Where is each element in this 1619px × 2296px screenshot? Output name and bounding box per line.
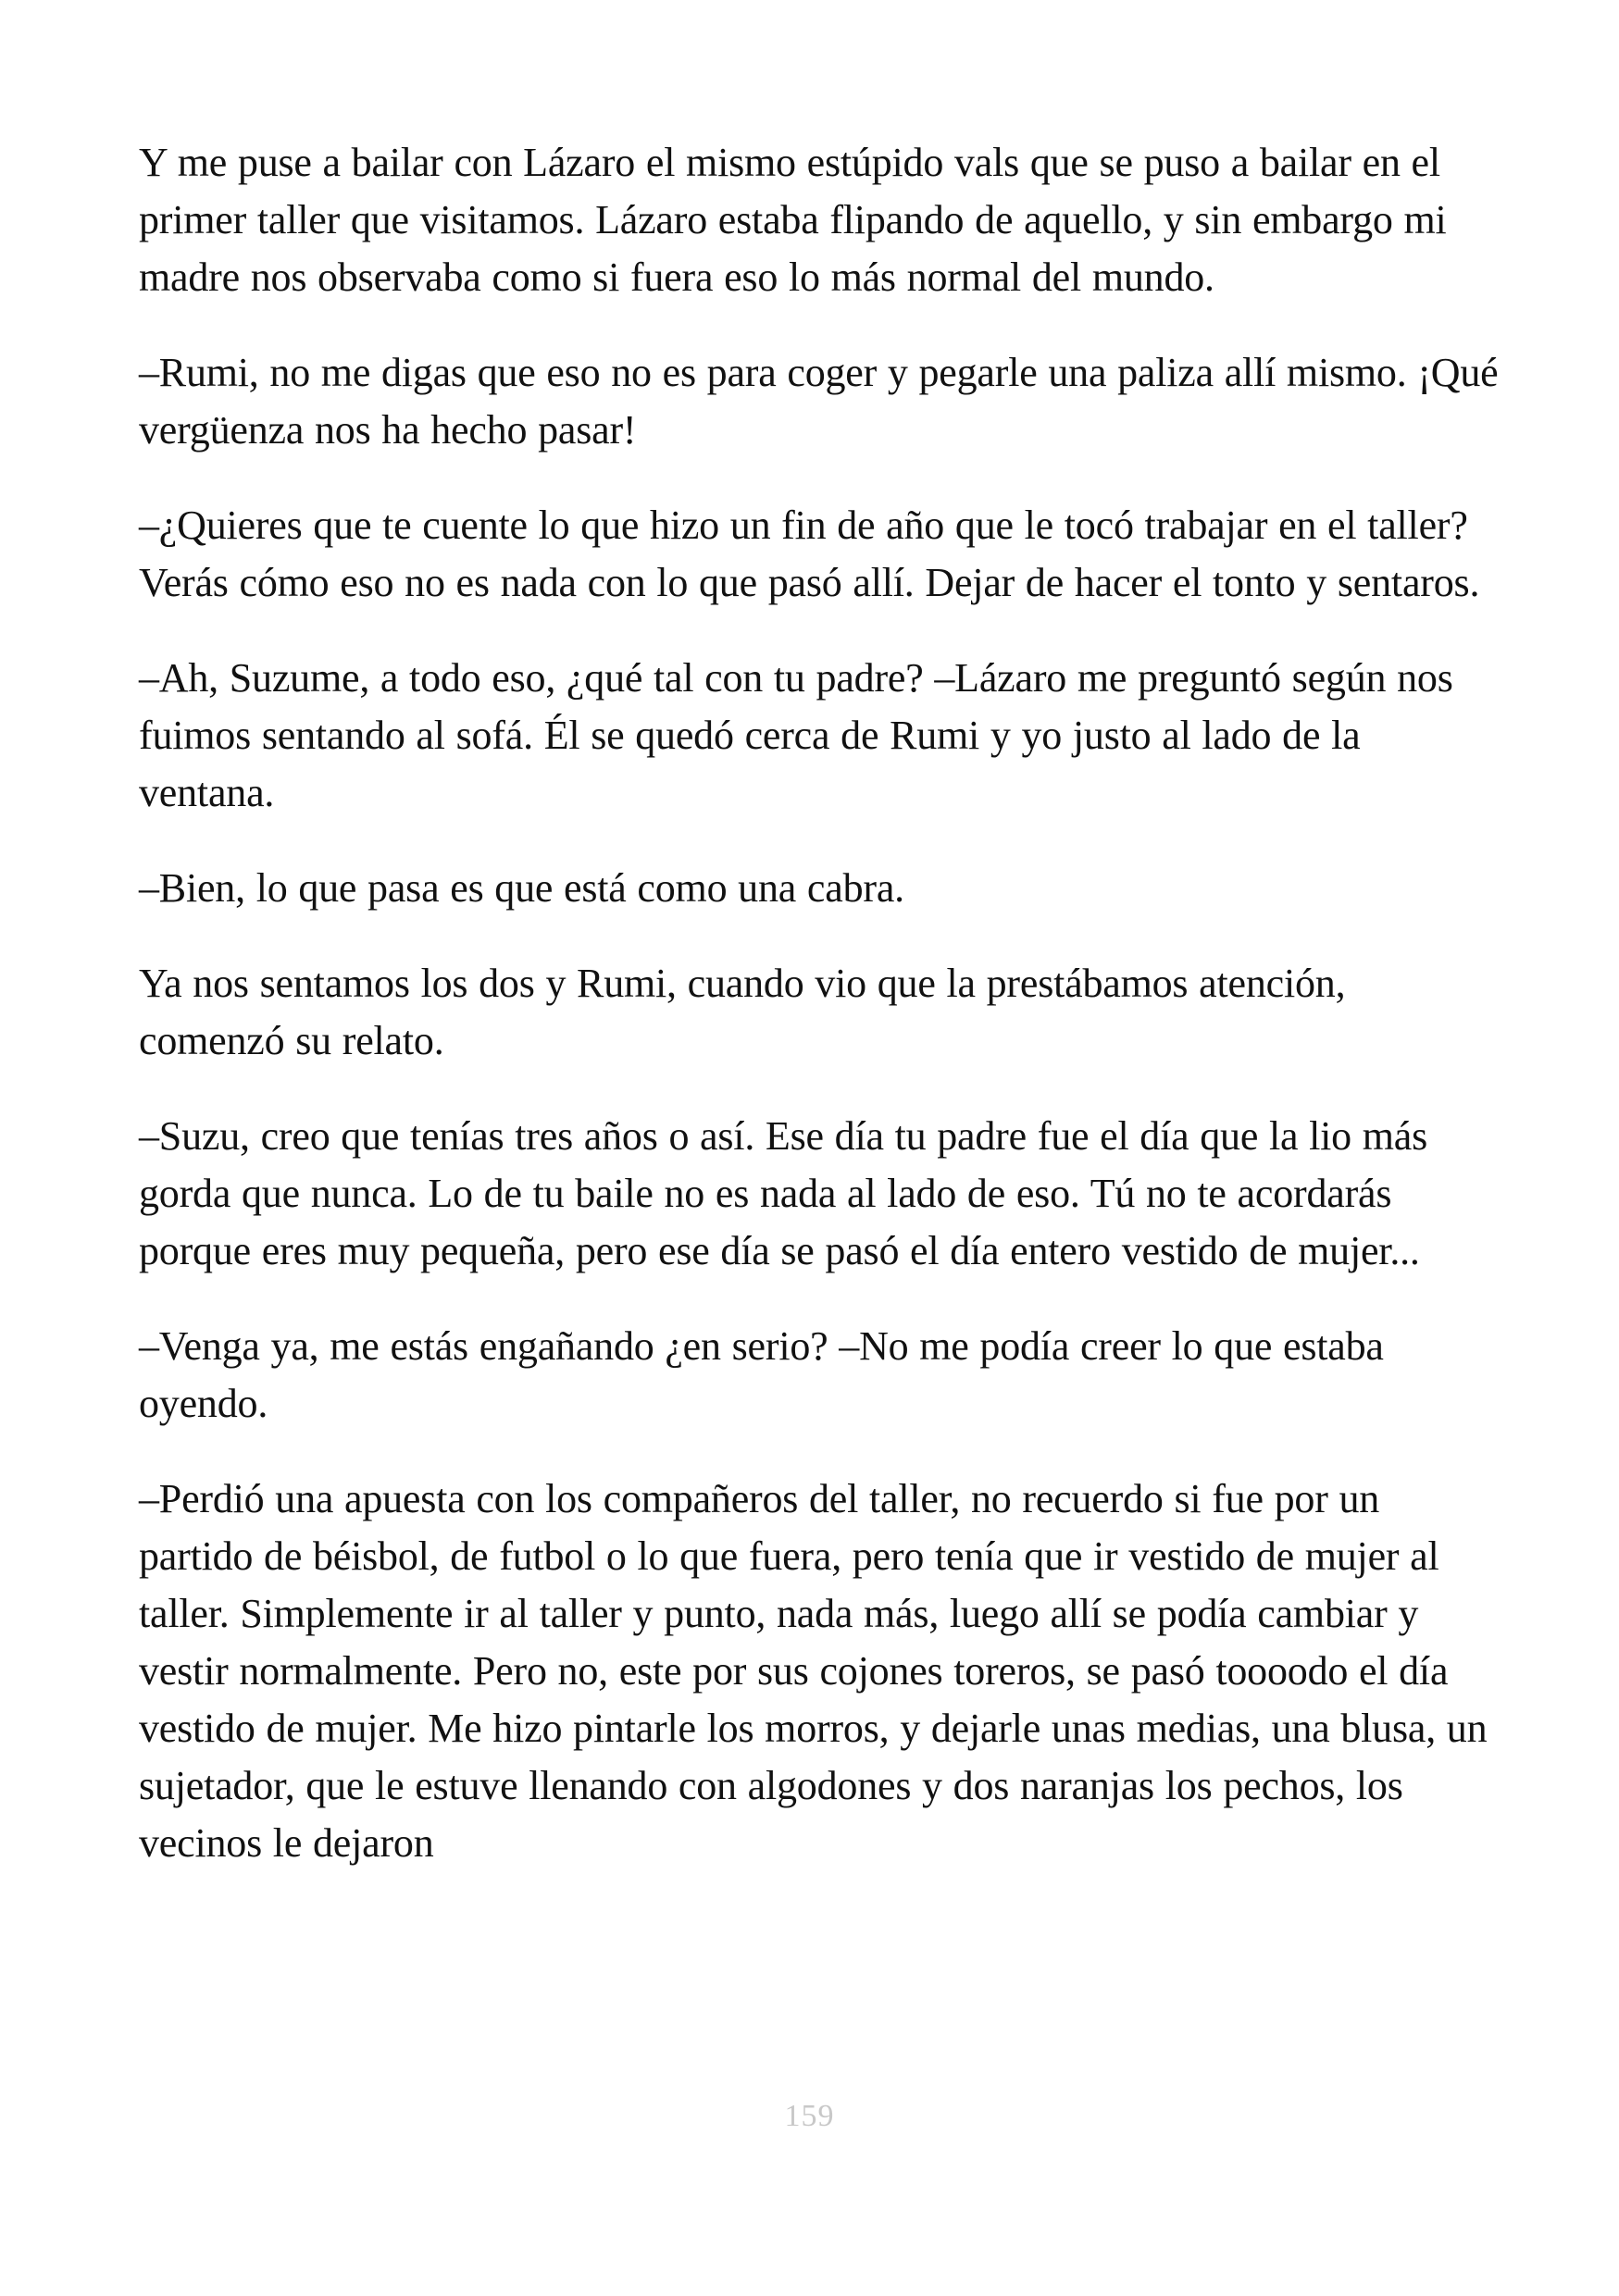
paragraph: –Bien, lo que pasa es que está como una cabra.: [139, 865, 904, 911]
paragraph: Ya nos sentamos los dos y Rumi, cuando vio que la prestábamos atención, comenzó su relato.: [139, 961, 1346, 1063]
paragraph: –Perdió una apuesta con los compañeros del taller, no recuerdo si fue por un partido de béisbol, de futbol o lo que fuera, pero tenía que ir vestido de mujer al taller. Simplemente ir al taller y punto, nada más, luego allí se podía cambiar y vestir normalmente. Pero no, este por sus cojones toreros, se pasó toooodo el día vestido de mujer. Me hizo pintarle los morros, y dejarle unas medias, una blusa, un sujetador, que le estuve llenando con algodones y dos naranjas los pechos, los vecinos le dejaron: [139, 1476, 1488, 1866]
paragraph: –Venga ya, me estás engañando ¿en serio? –No me podía creer lo que estaba oyendo.: [139, 1323, 1384, 1426]
paragraph: –Ah, Suzume, a todo eso, ¿qué tal con tu padre? –Lázaro me preguntó según nos fuimos sentando al sofá. Él se quedó cerca de Rumi y yo justo al lado de la ventana.: [139, 655, 1453, 815]
paragraph: Y me puse a bailar con Lázaro el mismo estúpido vals que se puso a bailar en el primer taller que visitamos. Lázaro estaba flipando de aquello, y sin embargo mi madre nos observaba como si fuera eso lo más normal del mundo.: [139, 140, 1447, 300]
body-text: [139, 134, 1500, 1910]
paragraph: –¿Quieres que te cuente lo que hizo un fin de año que le tocó trabajar en el taller? Verás cómo eso no es nada con lo que pasó allí. Dejar de hacer el tonto y sentaros.: [139, 503, 1480, 605]
page-number: 159: [784, 2099, 835, 2133]
paragraph: –Suzu, creo que tenías tres años o así. Ese día tu padre fue el día que la lio más gorda que nunca. Lo de tu baile no es nada al lado de eso. Tú no te acordarás porque eres muy pequeña, pero ese día se pasó el día entero vestido de mujer...: [139, 1113, 1428, 1273]
paragraph: –Rumi, no me digas que eso no es para coger y pegarle una paliza allí mismo. ¡Qué vergüenza nos ha hecho pasar!: [139, 350, 1499, 453]
